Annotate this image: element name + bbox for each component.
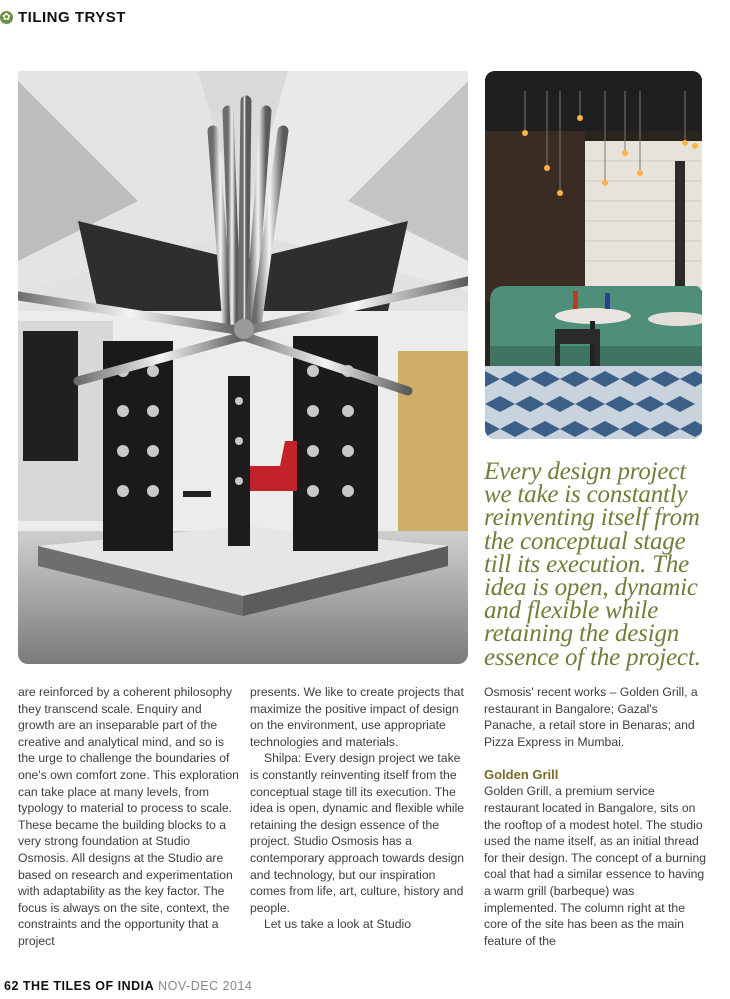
column-2-paragraph-1: presents. We like to create projects that maximize the positive impact of design on the environment, use appropriate technologies and materials. <box>250 685 464 749</box>
page-number: 62 <box>4 979 19 993</box>
tile-logo-icon: ✿ <box>0 11 13 24</box>
page-footer <box>4 979 252 993</box>
restaurant-photo <box>485 71 702 439</box>
magazine-name: THE TILES OF INDIA <box>22 979 155 993</box>
golden-grill-heading: Golden Grill <box>484 767 559 783</box>
text-column-1 <box>18 684 240 950</box>
text-column-3 <box>484 684 706 949</box>
side-photo-illustration <box>485 71 702 439</box>
pull-quote: Every design project we take is constantly reinventing itself from the conceptual stage till its execution. The idea is open, dynamic and flexible while retaining the design essence of the project. <box>484 458 701 671</box>
section-title: TILING TRYST <box>18 8 126 26</box>
text-column-2 <box>250 684 472 933</box>
section-header <box>0 6 126 28</box>
main-interior-photo <box>18 71 468 664</box>
column-3-paragraph-2: Golden Grill, a premium service restaurant located in Bangalore, sits on the rooftop of a modest hotel. The studio used the name itself, as an initial thread for their design. The concept of a burning coal that had a similar essence to having a warm grill (barbeque) was implemented. The column right at the core of the site has been as the main feature of the <box>484 784 706 948</box>
column-2-paragraph-2: Shilpa: Every design project we take is constantly reinventing itself from the conceptual stage till its execution. The idea is open, dynamic and flexible while retaining the design essence of the project. Studio Osmosis has a contemporary approach towards design and technology, but our inspiration comes from life, art, culture, history and people. <box>250 751 465 915</box>
main-photo-illustration <box>18 71 468 664</box>
column-1-paragraph: are reinforced by a coherent philosophy they transcend scale. Enquiry and growth are an inseparable part of the creative and analytical mind, and so is the urge to challenge the boundaries of one's own comfort zone. This exploration can take place at many levels, from typology to material to process to scale. These became the building blocks to a very strong foundation at Studio Osmosis. All designs at the Studio are based on research and experimentation with adaptability as the key factor. The focus is always on the site, context, the constraints and the opportunity that a project <box>18 685 239 948</box>
column-3-paragraph-1: Osmosis' recent works – Golden Grill, a restaurant in Bangalore; Gazal's Panache, a retail store in Benaras; and Pizza Express in Mumbai. <box>484 685 698 749</box>
column-2-paragraph-3: Let us take a look at Studio <box>264 917 412 932</box>
issue-date: NOV-DEC 2014 <box>158 979 253 993</box>
